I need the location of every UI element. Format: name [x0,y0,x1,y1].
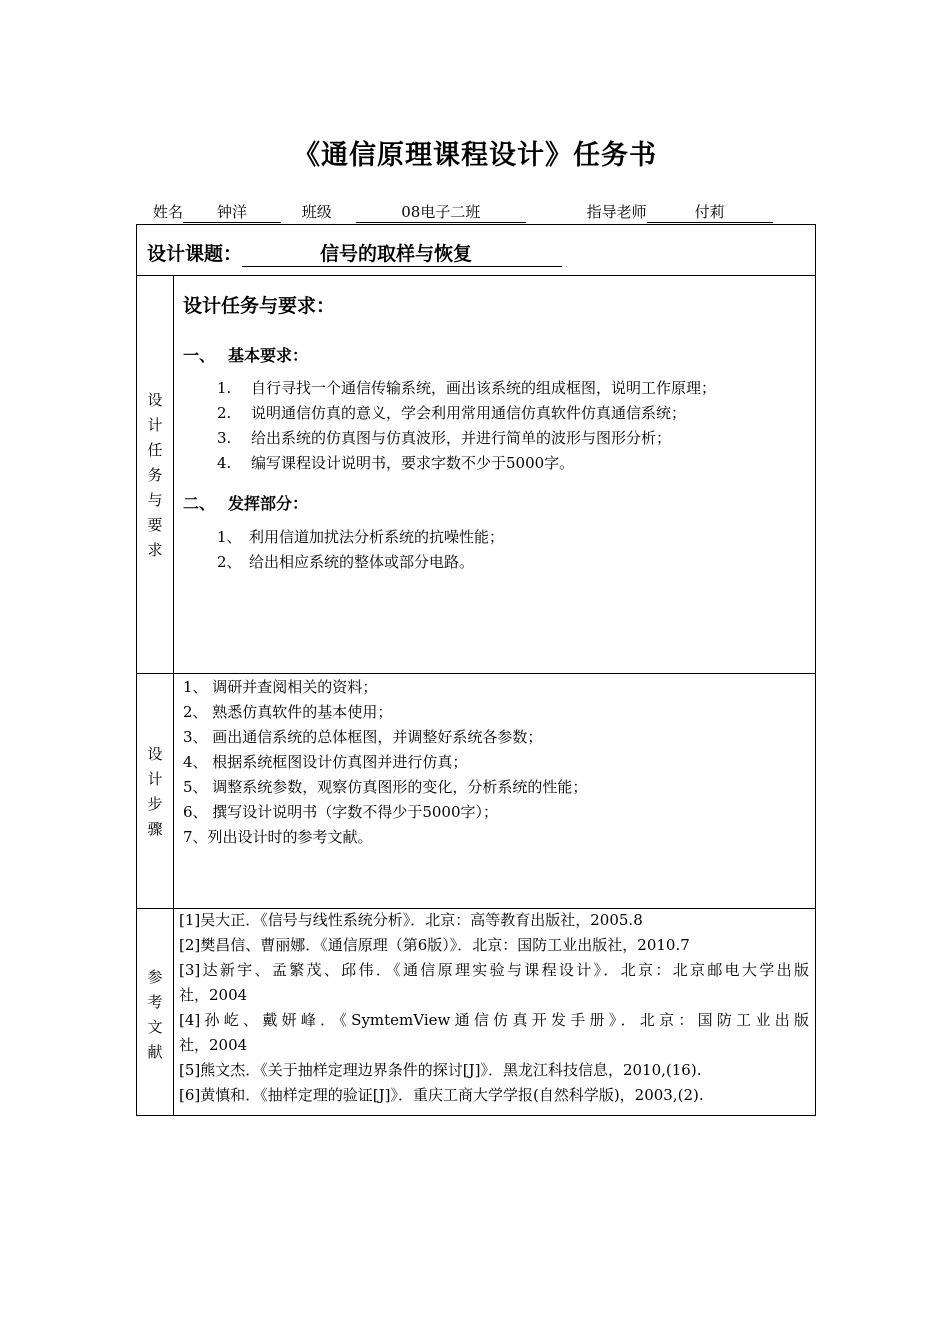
list-item: 6、 撰写设计说明书（字数不得少于5000字）； [183,803,498,821]
student-info-line [153,201,813,223]
task-heading: 设计任务与要求： [183,295,336,317]
reference-item: [1]吴大正．《信号与线性系统分析》．北京：高等教育出版社，2005.8 [179,911,643,929]
list-item: 2、 熟悉仿真软件的基本使用； [183,703,393,721]
task-table [136,224,816,1116]
extra-requirements-heading: 二、 发挥部分： [183,494,309,513]
column-divider [173,275,174,1116]
list-item: 4. 编写课程设计说明书，要求字数不少于5000字。 [217,454,575,472]
reference-item: [6]黄慎和．《抽样定理的验证[J]》．重庆工商大学学报(自然科学版)，2003,(2). [179,1086,704,1104]
reference-item: [4]孙屹、戴妍峰．《SymtemView通信仿真开发手册》．北京：国防工业出版 [179,1011,809,1029]
basic-requirements-heading: 一、 基本要求： [183,346,309,365]
reference-item: [2]樊昌信、曹丽娜．《通信原理（第6版）》．北京：国防工业出版社，2010.7 [179,936,690,954]
row-divider [137,673,815,674]
list-item: 1、 调研并查阅相关的资料； [183,678,378,696]
task-side-label: 设 计 任 务 与 要 求 [147,391,163,559]
topic-label: 设计课题： [147,243,243,265]
advisor-label: 指导老师 [586,203,647,221]
reference-item-continued: 社，2004 [179,1036,248,1054]
advisor-value: 付莉 [647,203,773,223]
list-item: 1、 利用信道加扰法分析系统的抗噪性能； [217,528,505,546]
row-divider [137,275,815,276]
basic-requirements-list [217,376,716,476]
design-steps-list [183,675,587,850]
list-item: 5、 调整系统参数，观察仿真图形的变化，分析系统的性能； [183,778,588,796]
extra-requirements-list [217,525,504,575]
list-item: 4、 根据系统框图设计仿真图并进行仿真； [183,753,468,771]
list-item: 2、 给出相应系统的整体或部分电路。 [217,553,475,571]
design-topic [147,239,562,267]
topic-value: 信号的取样与恢复 [242,242,562,267]
name-label: 姓名 [153,203,184,221]
references-list [179,908,809,1108]
references-side-label: 参 考 文 献 [147,968,163,1061]
list-item: 1. 自行寻找一个通信传输系统，画出该系统的组成框图，说明工作原理； [217,379,717,397]
steps-side-label: 设 计 步 骤 [147,745,163,838]
class-value: 08电子二班 [356,203,526,223]
list-item: 7、列出设计时的参考文献。 [183,828,373,846]
list-item: 3. 给出系统的仿真图与仿真波形，并进行简单的波形与图形分析； [217,429,672,447]
list-item: 3、 画出通信系统的总体框图，并调整好系统各参数； [183,728,543,746]
reference-item: [5]熊文杰．《关于抽样定理边界条件的探讨[J]》．黑龙江科技信息，2010,(16). [179,1061,702,1079]
list-item: 2. 说明通信仿真的意义，学会利用常用通信仿真软件仿真通信系统； [217,404,687,422]
reference-item: [3]达新宇、孟繁茂、邱伟．《通信原理实验与课程设计》．北京：北京邮电大学出版 [179,961,809,979]
page-title: 《通信原理课程设计》任务书 [293,140,657,171]
class-label: 班级 [301,203,332,221]
name-value: 钟洋 [183,203,281,223]
reference-item-continued: 社，2004 [179,986,248,1004]
